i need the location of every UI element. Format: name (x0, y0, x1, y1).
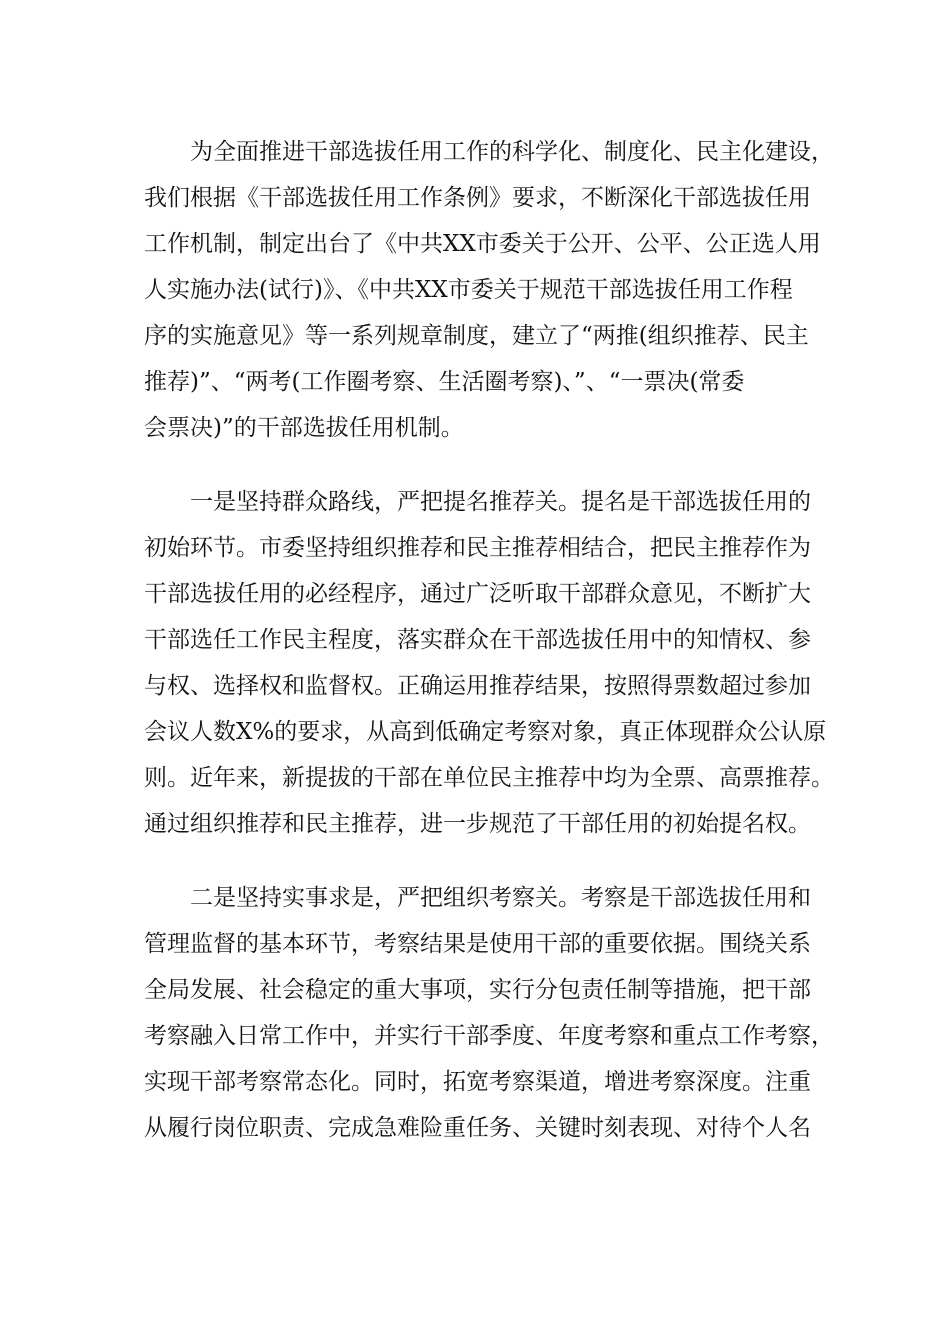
text-line: 与权、选择权和监督权。正确运用推荐结果，按照得票数超过参加 (144, 673, 811, 699)
paragraph-nomination (144, 479, 834, 847)
text-line: 人实施办法(试行)》、《中共XX市委关于规范干部选拔任用工作程 (144, 277, 793, 303)
paragraph-intro (144, 129, 834, 451)
text-line: 为全面推进干部选拔任用工作的科学化、制度化、民主化建设， (190, 139, 834, 165)
text-line: 工作机制，制定出台了《中共XX市委关于公开、公平、公正选人用 (144, 231, 821, 257)
document-body (144, 129, 834, 1179)
text-line: 干部选任工作民主程度，落实群众在干部选拔任用中的知情权、参 (144, 627, 811, 653)
text-line: 一是坚持群众路线，严把提名推荐关。提名是干部选拔任用的 (190, 489, 811, 515)
text-line: 二是坚持实事求是，严把组织考察关。考察是干部选拔任用和 (190, 885, 811, 911)
text-line: 会票决)”的干部选拔任用机制。 (144, 415, 464, 441)
text-line: 则。近年来，新提拔的干部在单位民主推荐中均为全票、高票推荐。 (144, 765, 834, 791)
text-line: 通过组织推荐和民主推荐，进一步规范了干部任用的初始提名权。 (144, 811, 811, 837)
text-line: 干部选拔任用的必经程序，通过广泛听取干部群众意见，不断扩大 (144, 581, 811, 607)
text-line: 全局发展、社会稳定的重大事项，实行分包责任制等措施，把干部 (144, 977, 811, 1003)
text-line: 管理监督的基本环节，考察结果是使用干部的重要依据。围绕关系 (144, 931, 811, 957)
text-line: 我们根据《干部选拔任用工作条例》要求，不断深化干部选拔任用 (144, 185, 811, 211)
text-line: 从履行岗位职责、完成急难险重任务、关键时刻表现、对待个人名 (144, 1115, 811, 1141)
text-line: 会议人数X%的要求，从高到低确定考察对象，真正体现群众公认原 (144, 719, 827, 745)
text-line: 实现干部考察常态化。同时，拓宽考察渠道，增进考察深度。注重 (144, 1069, 811, 1095)
text-line: 推荐)”、“两考(工作圈考察、生活圈考察)、”、“一票决(常委 (144, 369, 745, 395)
text-line: 考察融入日常工作中，并实行干部季度、年度考察和重点工作考察， (144, 1023, 834, 1049)
text-line: 序的实施意见》等一系列规章制度，建立了“两推(组织推荐、民主 (144, 323, 809, 349)
text-line: 初始环节。市委坚持组织推荐和民主推荐相结合，把民主推荐作为 (144, 535, 811, 561)
paragraph-inspection (144, 875, 834, 1151)
